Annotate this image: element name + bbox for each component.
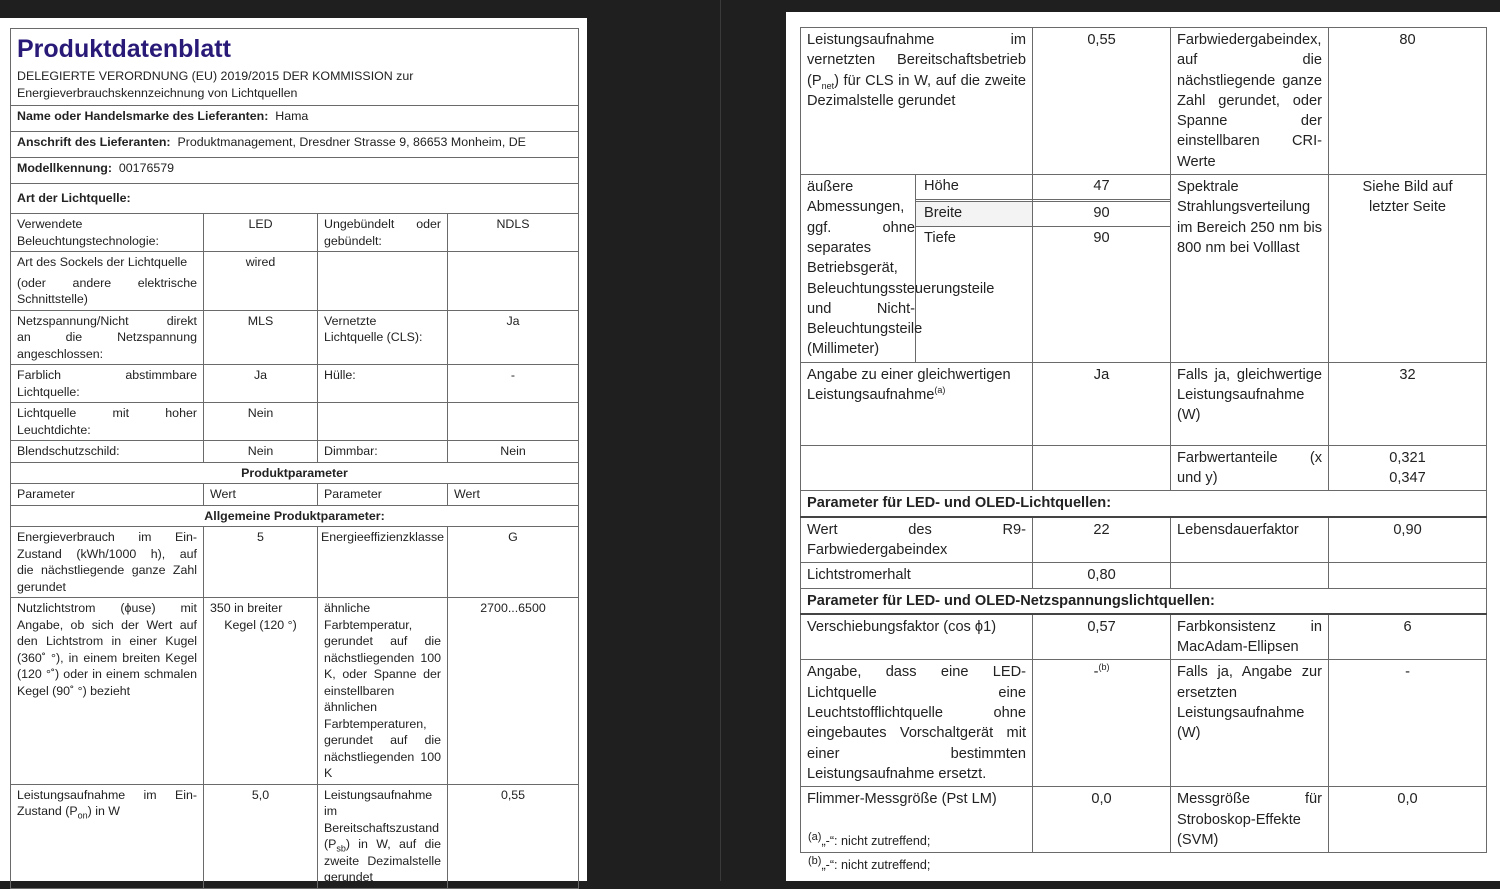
colour-consistency-label: Farbkonsistenz in MacAdam-Ellipsen xyxy=(1171,614,1329,660)
lumen-maintenance-value: 0,80 xyxy=(1033,563,1171,588)
model-row xyxy=(11,158,579,184)
dimmable-value: Nein xyxy=(448,441,579,463)
directional-label xyxy=(318,214,448,252)
technology-label xyxy=(11,214,204,252)
cct-label: ähnliche Farbtemperatur, gerundet auf die nächstliegenden 100 K, oder Spanne der einstellbaren ähnlichen Farbtemperaturen, gerundet auf die nächstliegenden 100 K xyxy=(318,598,448,785)
anti-glare-value: Nein xyxy=(204,441,318,463)
directional-value: NDLS xyxy=(448,214,579,252)
colour-consistency-value: 6 xyxy=(1329,614,1487,660)
cls-label-line: Lichtquelle (CLS): xyxy=(324,330,423,344)
r9-label: Wert des R9-Farbwiedergabeindex xyxy=(801,517,1033,563)
on-mode-power-line: Leistungsaufnahme im Ein- xyxy=(17,787,197,802)
cri-value: 80 xyxy=(1329,28,1487,175)
cct-value: 2700...6500 xyxy=(448,598,579,785)
fluorescent-replacement-value: -$^{(b)}$ xyxy=(1033,660,1171,787)
cap-type-label xyxy=(11,252,204,311)
datasheet-table-left xyxy=(10,28,579,889)
cls-value: Ja xyxy=(448,310,579,365)
mains-led-params-header: Parameter für LED- und OLED-Netzspannungslichtquellen: xyxy=(801,588,1487,614)
energy-consumption-value: 5 xyxy=(204,527,318,598)
column-header-value: Wert xyxy=(204,484,318,506)
on-mode-power-line: Zustand $(P_{on})$ in W xyxy=(17,804,120,821)
technology-value: LED xyxy=(204,214,318,252)
height-value: 47 xyxy=(1033,175,1170,200)
dimension-values xyxy=(1033,175,1171,363)
led-params-header: Parameter für LED- und OLED-Lichtquellen: xyxy=(801,491,1487,517)
high-luminance-value: Nein xyxy=(204,403,318,441)
luminous-flux-value-line: Kegel (120 °) xyxy=(224,617,297,632)
cri-label: Farbwiedergabeindex, auf die nächstliegende ganze Zahl gerundet, oder Spanne der einstellbaren CRI-Werte xyxy=(1171,28,1329,175)
page-divider xyxy=(720,0,721,881)
tunable-label-line: Lichtquelle: xyxy=(17,384,80,399)
cap-type-value: wired xyxy=(204,252,318,311)
standby-power-label: Leistungsaufnahme im Bereitschaftszustand $(P_{sb})$ in W, auf die zweite Dezimalstelle gerundet xyxy=(318,784,448,888)
empty-cell xyxy=(1171,563,1329,588)
tunable-label-line: Farblich abstimmbare xyxy=(17,368,197,382)
cap-type-label-line: (oder andere elektrische xyxy=(17,275,197,290)
empty-cell xyxy=(1329,563,1487,588)
datasheet-table-right xyxy=(800,27,1487,853)
depth-label: Tiefe xyxy=(924,230,956,247)
width-label: Breite xyxy=(916,201,1032,227)
empty-cell xyxy=(318,252,448,311)
cap-type-label-line: Art des Sockels der Lichtquelle xyxy=(17,255,188,269)
directional-label-line: Ungebündelt oder xyxy=(324,217,441,231)
high-luminance-label-line: Lichtquelle mit hoher xyxy=(17,406,197,420)
stroboscopic-label: Messgröße für Stroboskop-Effekte (SVM) xyxy=(1171,787,1329,853)
dimensions-label: äußere Abmessungen, ggf. ohne separates Betriebsgerät, Beleuchtungssteuerungsteile und Nicht-Beleuchtungsteile (Millimeter) xyxy=(801,175,916,363)
energy-class-value: G xyxy=(448,527,579,598)
cls-label xyxy=(318,310,448,365)
luminous-flux-value xyxy=(204,598,318,785)
envelope-label: Hülle: xyxy=(318,365,448,403)
regulation-line-2: Energieverbrauchskennzeichnung von Lichtquellen xyxy=(17,85,298,100)
luminous-flux-value-line: 350 in breiter xyxy=(210,601,283,615)
brand-value: Hama xyxy=(275,109,309,123)
survival-factor-label: Lebensdauerfaktor xyxy=(1171,517,1329,563)
chromaticity-label: Farbwertanteile (x und y) xyxy=(1171,445,1329,491)
technology-label-line: Verwendete xyxy=(17,217,83,231)
envelope-value: - xyxy=(448,365,579,403)
mains-label-line: angeschlossen: xyxy=(17,346,104,361)
high-luminance-label-line: Leuchtdichte: xyxy=(17,422,91,437)
general-params-header: Allgemeine Produktparameter: xyxy=(11,505,579,527)
chromaticity-y: 0,347 xyxy=(1389,470,1426,487)
luminous-flux-label: Nutzlichtstrom (ϕuse) mit Angabe, ob sich der Wert auf den Lichtstrom in einer Kugel (360˚ °), in einem breiten Kegel (120 °˚) oder in einem schmalen Kegel (90˚ °) bezieht xyxy=(11,598,204,785)
empty-cell xyxy=(1033,445,1171,491)
empty-cell xyxy=(448,403,579,441)
r9-value: 22 xyxy=(1033,517,1171,563)
replaced-power-label: Falls ja, Angabe zur ersetzten Leistungsaufnahme (W) xyxy=(1171,660,1329,787)
energy-label-line: gerundet xyxy=(17,579,66,594)
anti-glare-label: Blendschutzschild: xyxy=(11,441,204,463)
dimmable-label: Dimmbar: xyxy=(318,441,448,463)
high-luminance-label xyxy=(11,403,204,441)
mains-label-line: an die Netzspannung xyxy=(17,330,197,344)
cap-type-label-line: Schnittstelle) xyxy=(17,292,88,306)
standby-power-value: 0,55 xyxy=(448,784,579,888)
equivalent-power-label: Falls ja, gleichwertige Leistungsaufnahme (W) xyxy=(1171,362,1329,445)
flicker-value: 0,0 xyxy=(1033,787,1171,853)
footnote-b: $^{(b)}$„-“: nicht zutreffend; xyxy=(808,854,931,872)
empty-cell xyxy=(448,252,579,311)
spectral-distribution-label: Spektrale Strahlungsverteilung im Bereich 250 nm bis 800 nm bei Volllast xyxy=(1171,175,1329,363)
mains-value: MLS xyxy=(204,310,318,365)
model-value: 00176579 xyxy=(118,161,175,175)
stroboscopic-value: 0,0 xyxy=(1329,787,1487,853)
fluorescent-replacement-label: Angabe, dass eine LED-Lichtquelle eine Leuchtstofflichtquelle ohne eingebautes Vorschaltgerät mit einer bestimmten Leistungsaufnahme ersetzt. xyxy=(801,660,1033,787)
energy-consumption-label xyxy=(11,527,204,598)
page-title: Produktdatenblatt xyxy=(17,35,231,63)
tunable-value: Ja xyxy=(204,365,318,403)
energy-label-line: Energieverbrauch im Ein- xyxy=(17,530,197,544)
on-mode-power-label xyxy=(11,784,204,888)
on-mode-power-value: 5,0 xyxy=(204,784,318,888)
column-header-parameter: Parameter xyxy=(11,484,204,506)
directional-label-line: gebündelt: xyxy=(324,233,382,248)
light-source-type-header: Art der Lichtquelle: xyxy=(11,184,579,214)
height-label: Höhe xyxy=(916,175,1032,200)
equivalent-power-value: 32 xyxy=(1329,362,1487,445)
address-label: Anschrift des Lieferanten: xyxy=(17,135,171,149)
chromaticity-value xyxy=(1329,445,1487,491)
networked-standby-label: Leistungsaufnahme im vernetzten Bereitschaftsbetrieb $(P_{net})$ für CLS in W, auf die zweite Dezimalstelle gerundet xyxy=(801,28,1033,175)
energy-label-line: Zustand (kWh/1000 h), auf xyxy=(17,546,197,561)
replaced-power-value: - xyxy=(1329,660,1487,787)
lumen-maintenance-label: Lichtstromerhalt xyxy=(801,563,1033,588)
equivalent-power-claim-label: Angabe zu einer gleichwertigen Leistungsaufnahme$^{(a)}$ xyxy=(801,362,1033,445)
flicker-label: Flimmer-Messgröße (Pst LM) xyxy=(801,787,1033,853)
address-row xyxy=(11,132,579,158)
regulation-line-1: DELEGIERTE VERORDNUNG (EU) 2019/2015 DER KOMMISSION zur xyxy=(17,69,414,83)
cls-label-line: Vernetzte xyxy=(324,313,377,328)
brand-label: Name oder Handelsmarke des Lieferanten: xyxy=(17,109,269,123)
displacement-factor-label: Verschiebungsfaktor (cos ϕ1) xyxy=(801,614,1033,660)
datasheet-page-left xyxy=(0,18,587,884)
displacement-factor-value: 0,57 xyxy=(1033,614,1171,660)
empty-cell xyxy=(801,445,1033,491)
footnote-a: $^{(a)}$„-“: nicht zutreffend; xyxy=(808,830,931,848)
address-value: Produktmanagement, Dresdner Strasse 9, 86653 Monheim, DE xyxy=(177,135,526,149)
technology-label-line: Beleuchtungstechnologie: xyxy=(17,233,159,248)
dimension-names xyxy=(916,175,1033,363)
mains-label-line: Netzspannung/Nicht direkt xyxy=(17,313,197,328)
survival-factor-value: 0,90 xyxy=(1329,517,1487,563)
datasheet-header xyxy=(11,29,579,106)
chromaticity-x: 0,321 xyxy=(1389,449,1426,466)
product-params-header: Produktparameter xyxy=(11,462,579,484)
spectral-value-line: letzter Seite xyxy=(1368,199,1447,216)
brand-row xyxy=(11,106,579,132)
spectral-value-line: Siehe Bild auf xyxy=(1362,179,1453,196)
networked-standby-value: 0,55 xyxy=(1033,28,1171,175)
column-header-value: Wert xyxy=(448,484,579,506)
spectral-distribution-value xyxy=(1329,175,1487,363)
equivalent-power-claim-value: Ja xyxy=(1033,362,1171,445)
model-label: Modellkennung: xyxy=(17,161,112,175)
datasheet-page-right xyxy=(786,12,1500,881)
empty-cell xyxy=(318,403,448,441)
energy-label-line: die nächstliegende ganze Zahl xyxy=(17,563,197,577)
column-header-parameter: Parameter xyxy=(318,484,448,506)
width-value: 90 xyxy=(1033,201,1170,227)
mains-label xyxy=(11,310,204,365)
energy-class-label: Energieeffizienzklasse xyxy=(318,527,448,598)
depth-value: 90 xyxy=(1093,230,1110,247)
tunable-label xyxy=(11,365,204,403)
